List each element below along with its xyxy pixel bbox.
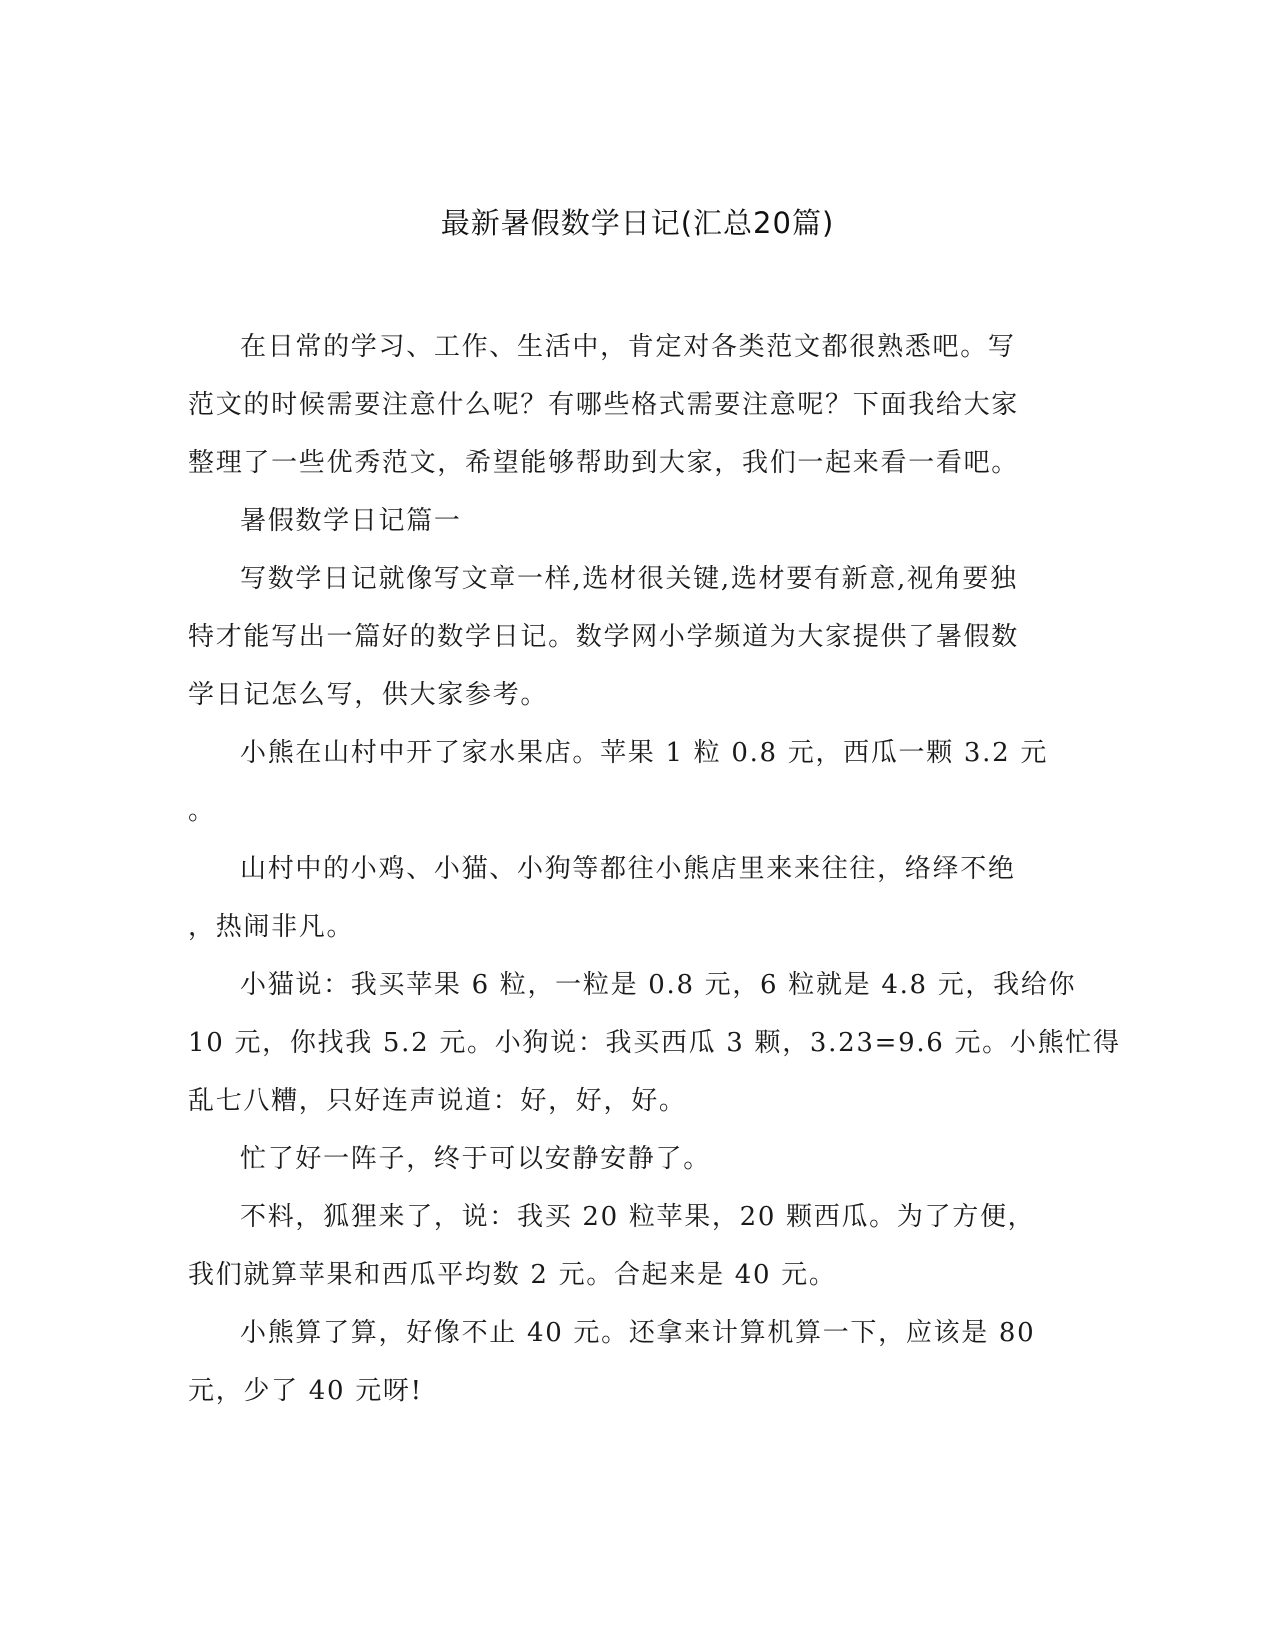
section-heading-text: 暑假数学日记篇一 (240, 506, 462, 536)
paragraph-line: ，热闹非凡。 (188, 912, 355, 942)
paragraph-customers (188, 840, 1073, 956)
document-title: 最新暑假数学日记(汇总20篇) (440, 206, 835, 240)
paragraph-line: 在日常的学习、工作、生活中，肯定对各类范文都很熟悉吧。写 (240, 332, 1016, 362)
paragraph-intro (188, 318, 1073, 492)
paragraph-line: 。 (188, 796, 216, 826)
paragraph-quiet (188, 1130, 1073, 1188)
paragraph-description (188, 550, 1073, 724)
paragraph-line: 范文的时候需要注意什么呢？有哪些格式需要注意呢？下面我给大家 (188, 390, 1020, 420)
paragraph-purchases (188, 956, 1121, 1130)
paragraph-line: 整理了一些优秀范文，希望能够帮助到大家，我们一起来看一看吧。 (188, 448, 1020, 478)
paragraph-line: 学日记怎么写，供大家参考。 (188, 680, 549, 710)
paragraph-line: 小熊算了算，好像不止 40 元。还拿来计算机算一下，应该是 80 (240, 1318, 1036, 1348)
paragraph-line: 10 元，你找我 5.2 元。小狗说：我买西瓜 3 颗，3.23=9.6 元。小熊忙得 (188, 1028, 1121, 1058)
document-body (188, 318, 1121, 1420)
paragraph-line: 乱七八糟，只好连声说道：好，好，好。 (188, 1086, 687, 1116)
paragraph-line: 我们就算苹果和西瓜平均数 2 元。合起来是 40 元。 (188, 1260, 837, 1290)
paragraph-line: 写数学日记就像写文章一样,选材很关键,选材要有新意,视角要独 (240, 564, 1018, 594)
paragraph-story-opening (188, 724, 1073, 840)
paragraph-line: 元，少了 40 元呀! (188, 1376, 423, 1406)
paragraph-line: 小熊在山村中开了家水果店。苹果 1 粒 0.8 元，西瓜一颗 3.2 元 (240, 738, 1049, 768)
section-heading (188, 492, 1073, 550)
paragraph-line: 山村中的小鸡、小猫、小狗等都往小熊店里来来往往，络绎不绝 (240, 854, 1016, 884)
paragraph-line: 不料，狐狸来了，说：我买 20 粒苹果，20 颗西瓜。为了方便， (240, 1202, 1036, 1232)
paragraph-line: 特才能写出一篇好的数学日记。数学网小学频道为大家提供了暑假数 (188, 622, 1020, 652)
paragraph-fox (188, 1188, 1073, 1304)
paragraph-calculation (188, 1304, 1073, 1420)
paragraph-line: 小猫说：我买苹果 6 粒，一粒是 0.8 元，6 粒就是 4.8 元，我给你 (240, 970, 1077, 1000)
paragraph-line: 忙了好一阵子，终于可以安静安静了。 (240, 1144, 711, 1174)
